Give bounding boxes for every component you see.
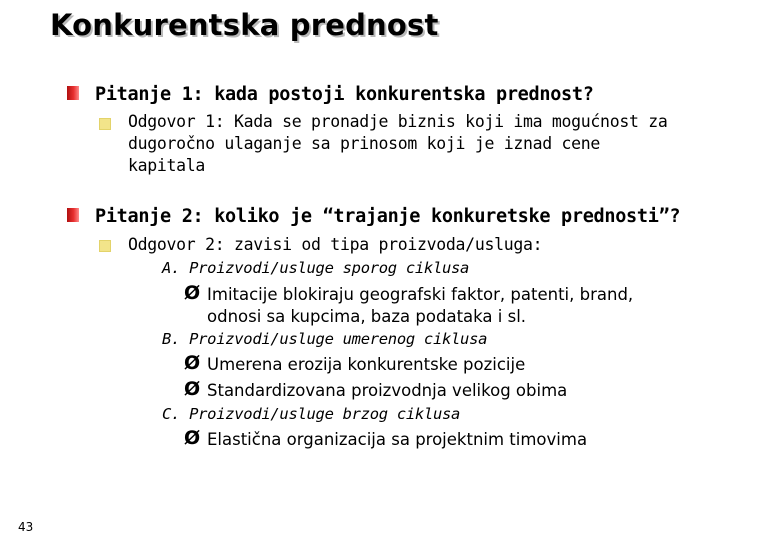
yellow-square-bullet-icon — [99, 118, 111, 130]
category-a-label: A. Proizvodi/usluge sporog ciklusa — [162, 259, 470, 277]
category-b-label: B. Proizvodi/usluge umerenog ciklusa — [162, 330, 488, 348]
slide-title: Konkurentska prednost — [50, 8, 439, 42]
category-b-item-2: Standardizovana proizvodnja velikog obima — [207, 381, 568, 400]
arrow-bullet-icon: Ø — [184, 427, 201, 449]
question-2: Pitanje 2: koliko je “trajanje konkuretske prednosti”? — [95, 206, 681, 227]
red-square-bullet-icon — [67, 86, 79, 100]
category-c-label: C. Proizvodi/usluge brzog ciklusa — [162, 405, 461, 423]
answer-1-line-3: kapitala — [128, 156, 206, 175]
answer-2: Odgovor 2: zavisi od tipa proizvoda/usluga: — [128, 235, 543, 254]
answer-1 — [128, 111, 668, 177]
arrow-bullet-icon: Ø — [184, 378, 201, 400]
question-1: Pitanje 1: kada postoji konkurentska prednost? — [95, 84, 594, 105]
category-a-item-line-2: odnosi sa kupcima, baza podataka i sl. — [207, 307, 527, 326]
category-c-item-1: Elastična organizacija sa projektnim timovima — [207, 430, 588, 449]
answer-1-line-1: Odgovor 1: Kada se pronadje biznis koji ima mogućnost za — [128, 112, 668, 131]
arrow-bullet-icon: Ø — [184, 282, 201, 304]
red-square-bullet-icon — [67, 208, 79, 222]
arrow-bullet-icon: Ø — [184, 352, 201, 374]
yellow-square-bullet-icon — [99, 240, 111, 252]
answer-1-line-2: dugoročno ulaganje sa prinosom koji je iznad cene — [128, 134, 601, 153]
category-a-item-line-1: Imitacije blokiraju geografski faktor, patenti, brand, — [207, 285, 634, 304]
category-b-item-1: Umerena erozija konkurentske pozicije — [207, 355, 526, 374]
page-number: 43 — [18, 520, 34, 534]
